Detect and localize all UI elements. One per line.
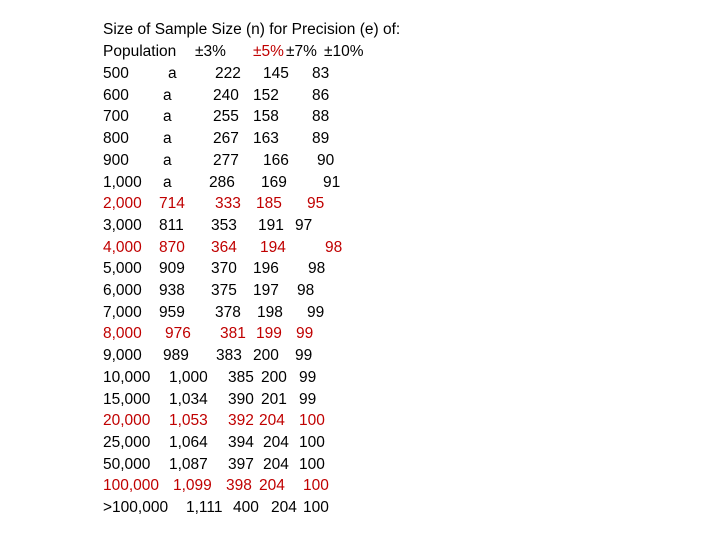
cell-p3: 1,087: [169, 455, 208, 473]
cell-population: 9,000: [103, 347, 142, 365]
cell-p3: 989: [163, 347, 189, 365]
cell-p3: 976: [165, 325, 191, 343]
cell-p5: 240: [213, 86, 239, 104]
cell-p3: 1,053: [169, 412, 208, 430]
cell-population: 15,000: [103, 390, 151, 408]
cell-p10: 98: [297, 282, 315, 299]
cell-p7: 163: [253, 130, 279, 148]
cell-population: 600: [103, 86, 129, 104]
cell-p10: 100: [303, 477, 329, 495]
cell-p7: 204: [271, 499, 297, 516]
cell-p3: 1,099: [173, 477, 212, 495]
cell-p7: 201: [261, 390, 287, 408]
cell-p7: 204: [259, 477, 285, 495]
cell-p7: 158: [253, 108, 279, 126]
cell-population: 6,000: [103, 282, 142, 299]
cell-p7: 191: [258, 216, 284, 234]
cell-p10: 100: [299, 412, 325, 430]
cell-p5: 390: [228, 390, 254, 408]
cell-p3: a: [163, 86, 172, 104]
cell-p10: 100: [299, 455, 325, 473]
cell-p7: 200: [253, 347, 279, 365]
cell-p10: 95: [307, 195, 325, 213]
cell-population: 25,000: [103, 433, 151, 451]
cell-p5: 222: [215, 65, 241, 82]
cell-population: >100,000: [103, 499, 169, 516]
cell-population: 700: [103, 108, 129, 126]
cell-population: 8,000: [103, 325, 142, 343]
cell-p3: 714: [159, 195, 185, 213]
cell-p7: 185: [256, 195, 282, 213]
cell-p5: 385: [228, 368, 254, 386]
cell-p3: a: [168, 65, 177, 82]
cell-p7: 204: [263, 433, 289, 451]
cell-p10: 98: [325, 238, 343, 256]
cell-population: 50,000: [103, 455, 151, 473]
cell-p10: 99: [296, 325, 314, 343]
cell-population: 20,000: [103, 412, 151, 430]
cell-p5: 375: [211, 282, 237, 299]
cell-population: 10,000: [103, 368, 151, 386]
cell-p10: 98: [308, 260, 326, 278]
header-precision-3: ±3%: [195, 43, 226, 60]
cell-population: 500: [103, 65, 129, 82]
cell-p3: a: [163, 173, 172, 191]
cell-p7: 197: [253, 282, 279, 299]
cell-p7: 198: [257, 303, 283, 321]
cell-p10: 100: [299, 433, 325, 451]
cell-p5: 333: [215, 195, 241, 213]
cell-p5: 398: [226, 477, 252, 495]
cell-p10: 99: [307, 303, 325, 321]
cell-p3: 1,000: [169, 368, 208, 386]
cell-p5: 364: [211, 238, 237, 256]
cell-p10: 97: [295, 216, 313, 234]
cell-p7: 194: [260, 238, 286, 256]
cell-p10: 88: [312, 108, 330, 126]
cell-population: 100,000: [103, 477, 160, 495]
cell-p3: 1,064: [169, 433, 208, 451]
cell-p10: 83: [312, 65, 330, 82]
cell-p7: 199: [256, 325, 282, 343]
header-precision-5: ±5%: [253, 43, 284, 60]
cell-p3: a: [163, 151, 172, 169]
header-precision-10: ±10%: [324, 43, 364, 60]
cell-p7: 166: [263, 151, 289, 169]
cell-population: 900: [103, 151, 129, 169]
cell-population: 5,000: [103, 260, 142, 278]
cell-p10: 99: [295, 347, 313, 365]
cell-p10: 100: [303, 499, 329, 516]
cell-p7: 169: [261, 173, 287, 191]
cell-population: 2,000: [103, 195, 142, 213]
cell-p10: 89: [312, 130, 330, 148]
cell-p7: 145: [263, 65, 289, 82]
cell-p5: 353: [211, 216, 237, 234]
cell-p7: 204: [259, 412, 285, 430]
cell-p5: 378: [215, 303, 241, 321]
cell-population: 3,000: [103, 216, 142, 234]
cell-p7: 152: [253, 86, 279, 104]
cell-p3: 1,111: [186, 499, 223, 516]
cell-p5: 400: [233, 499, 259, 516]
header-population: Population: [103, 43, 177, 60]
cell-p3: 959: [159, 303, 185, 321]
cell-population: 4,000: [103, 238, 142, 256]
cell-p5: 370: [211, 260, 237, 278]
cell-p5: 383: [216, 347, 242, 365]
cell-p5: 392: [228, 412, 254, 430]
cell-p5: 397: [228, 455, 254, 473]
cell-p10: 99: [299, 368, 317, 386]
cell-p5: 255: [213, 108, 239, 126]
cell-p5: 277: [213, 151, 239, 169]
cell-population: 1,000: [103, 173, 142, 191]
cell-p5: 267: [213, 130, 239, 148]
cell-p3: a: [163, 108, 172, 126]
cell-p3: 909: [159, 260, 185, 278]
cell-p5: 381: [220, 325, 246, 343]
cell-p3: 811: [159, 216, 184, 234]
cell-p10: 86: [312, 86, 330, 104]
cell-p3: a: [163, 130, 172, 148]
cell-population: 7,000: [103, 303, 142, 321]
cell-p7: 200: [261, 368, 287, 386]
cell-p10: 91: [323, 173, 341, 191]
cell-p7: 204: [263, 455, 289, 473]
cell-population: 800: [103, 130, 129, 148]
cell-p5: 286: [209, 173, 235, 191]
cell-p3: 1,034: [169, 390, 208, 408]
cell-p5: 394: [228, 433, 254, 451]
cell-p3: 870: [159, 238, 185, 256]
cell-p10: 99: [299, 390, 317, 408]
table-title: Size of Sample Size (n) for Precision (e) of:: [103, 21, 401, 38]
cell-p7: 196: [253, 260, 279, 278]
header-precision-7: ±7%: [286, 43, 317, 60]
cell-p10: 90: [317, 151, 335, 169]
cell-p3: 938: [159, 282, 185, 299]
